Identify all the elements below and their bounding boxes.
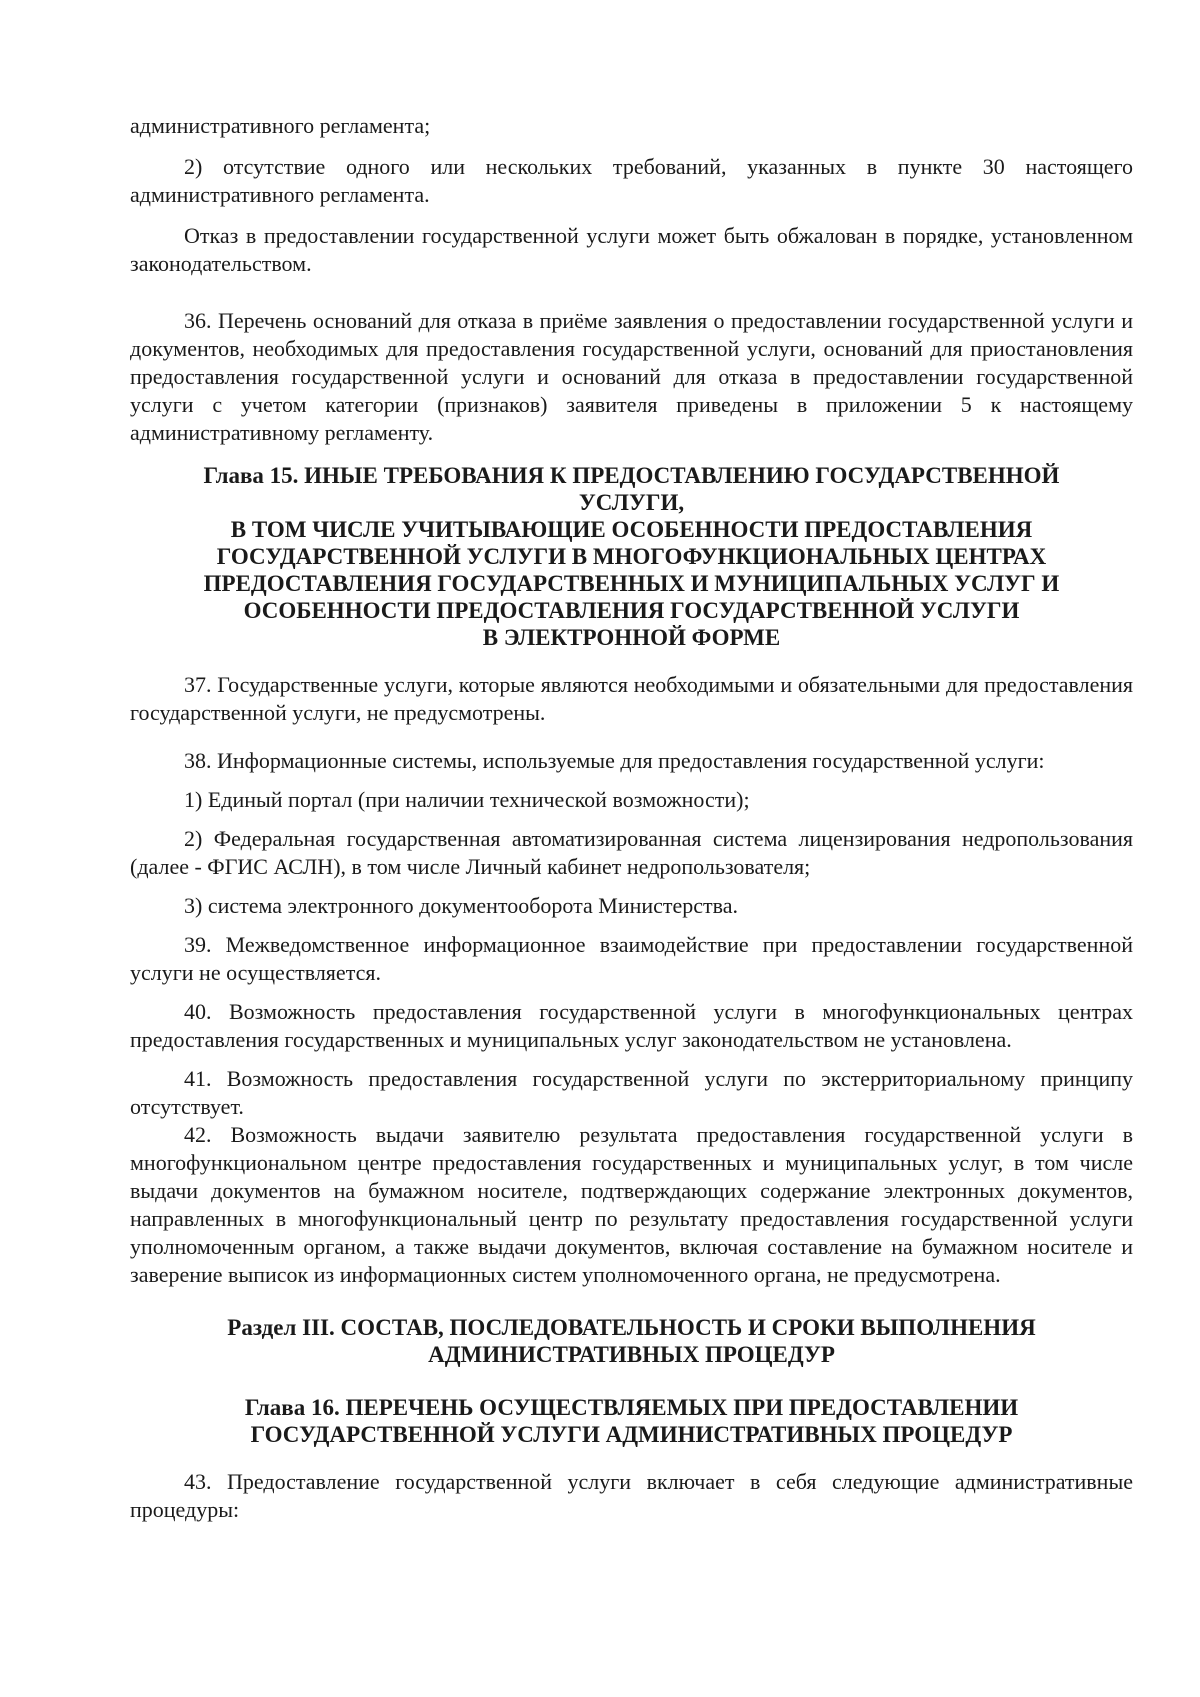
heading-line: ПРЕДОСТАВЛЕНИЯ ГОСУДАРСТВЕННЫХ И МУНИЦИПАЛЬНЫХ УСЛУГ И	[203, 571, 1060, 596]
paragraph-41: 41. Возможность предоставления государственной услуги по экстерриториальному принципу отсутствует.	[130, 1066, 1133, 1119]
paragraph-refusal-appeal: Отказ в предоставлении государственной услуги может быть обжалован в порядке, установленном законодательством.	[130, 223, 1133, 276]
paragraph-42: 42. Возможность выдачи заявителю результата предоставления государственной услуги в многофункциональном центре предоставления государственных и муниципальных услуг, в том числе выдачи документов на бумажном носителе, подтверждающих содержание электронных документов, направленных в многофункциональный центр по результату предоставления государственной услуги уполномоченным органом, а также выдачи документов, включая составление на бумажном носителе и заверение выписок из информационных систем уполномоченного органа, не предусмотрена.	[130, 1122, 1133, 1287]
paragraph-continuation: административного регламента;	[130, 113, 431, 138]
chapter-15-heading	[130, 462, 1133, 651]
heading-line: ГОСУДАРСТВЕННОЙ УСЛУГИ В МНОГОФУНКЦИОНАЛЬНЫХ ЦЕНТРАХ	[216, 544, 1047, 569]
paragraph-38-item-1: 1) Единый портал (при наличии технической возможности);	[184, 787, 750, 812]
heading-line: АДМИНИСТРАТИВНЫХ ПРОЦЕДУР	[428, 1342, 835, 1367]
paragraph-37: 37. Государственные услуги, которые являются необходимыми и обязательными для предоставления государственной услуги, не предусмотрены.	[130, 672, 1133, 725]
section-3-heading	[130, 1314, 1133, 1368]
paragraph-43: 43. Предоставление государственной услуги включает в себя следующие административные процедуры:	[130, 1469, 1133, 1522]
paragraph-38-item-3: 3) система электронного документооборота Министерства.	[184, 893, 739, 918]
heading-line: В ТОМ ЧИСЛЕ УЧИТЫВАЮЩИЕ ОСОБЕННОСТИ ПРЕДОСТАВЛЕНИЯ	[230, 517, 1033, 542]
heading-line: Глава 16. ПЕРЕЧЕНЬ ОСУЩЕСТВЛЯЕМЫХ ПРИ ПРЕДОСТАВЛЕНИИ	[244, 1395, 1019, 1420]
heading-line: Глава 15. ИНЫЕ ТРЕБОВАНИЯ К ПРЕДОСТАВЛЕНИЮ ГОСУДАРСТВЕННОЙ	[203, 463, 1060, 488]
paragraph-item-2: 2) отсутствие одного или нескольких требований, указанных в пункте 30 настоящего административного регламента.	[130, 154, 1133, 207]
heading-line: ОСОБЕННОСТИ ПРЕДОСТАВЛЕНИЯ ГОСУДАРСТВЕННОЙ УСЛУГИ	[243, 598, 1020, 623]
paragraph-38-item-2: 2) Федеральная государственная автоматизированная система лицензирования недропользования (далее - ФГИС АСЛН), в том числе Личный кабинет недропользователя;	[130, 826, 1133, 879]
paragraph-36: 36. Перечень оснований для отказа в приёме заявления о предоставлении государственной услуги и документов, необходимых для предоставления государственной услуги, оснований для приостановления предоставления государственной услуги и оснований для отказа в предоставлении государственной услуги с учетом категории (признаков) заявителя приведены в приложении 5 к настоящему административному регламенту.	[130, 308, 1133, 445]
heading-line: УСЛУГИ,	[578, 490, 685, 515]
paragraph-38: 38. Информационные системы, используемые для предоставления государственной услуги:	[184, 748, 1045, 773]
paragraph-40: 40. Возможность предоставления государственной услуги в многофункциональных центрах предоставления государственных и муниципальных услуг законодательством не установлена.	[130, 999, 1133, 1052]
heading-line: ГОСУДАРСТВЕННОЙ УСЛУГИ АДМИНИСТРАТИВНЫХ ПРОЦЕДУР	[250, 1422, 1013, 1447]
document-body	[130, 112, 1133, 1524]
heading-line: Раздел III. СОСТАВ, ПОСЛЕДОВАТЕЛЬНОСТЬ И СРОКИ ВЫПОЛНЕНИЯ	[227, 1315, 1036, 1340]
chapter-16-heading	[130, 1394, 1133, 1448]
heading-line: В ЭЛЕКТРОННОЙ ФОРМЕ	[482, 625, 781, 650]
paragraph-39: 39. Межведомственное информационное взаимодействие при предоставлении государственной услуги не осуществляется.	[130, 932, 1133, 985]
